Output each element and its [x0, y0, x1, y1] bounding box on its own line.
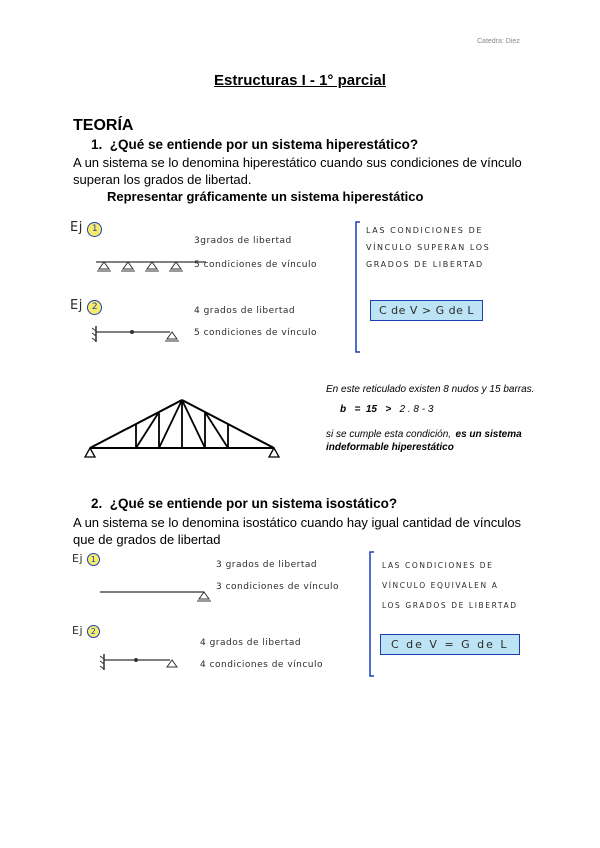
example-1-degrees: 3grados de libertad	[194, 236, 292, 246]
simple-beam-diagram	[100, 588, 212, 604]
iso-example-2-number: 2	[87, 625, 100, 638]
example-2-degrees: 4 grados de libertad	[194, 306, 296, 316]
iso-example-2-conditions: 4 condiciones de vínculo	[200, 660, 324, 670]
propped-beam-diagram	[90, 326, 190, 346]
example-2-label: Ej 2	[70, 298, 102, 315]
iso-example-2-label: Ej 2	[72, 624, 100, 638]
example-1-conditions: 5 condiciones de vínculo	[194, 260, 318, 270]
catedra-label: Catedra: Diez	[477, 38, 520, 45]
answer-2-line2: que de grados de libertad	[73, 532, 221, 547]
truss-diagram	[84, 398, 296, 462]
truss-note-4: indeformable hiperestático	[326, 442, 454, 453]
answer-1-line2: superan los grados de libertad.	[73, 172, 252, 187]
truss-note-3: si se cumple esta condición, es un sistema	[326, 429, 522, 440]
iso-bracket-line	[368, 552, 376, 678]
bracket-line	[354, 222, 362, 354]
support-icon-2	[121, 262, 135, 271]
truss-equation: b = 15 > 2 . 8 - 3	[340, 404, 434, 415]
truss-support-right	[269, 448, 279, 457]
support-icon-1	[97, 262, 111, 271]
question-1	[91, 137, 418, 152]
hyperstatic-formula-box: C de V > G de L	[370, 300, 483, 321]
section-heading: TEORÍA	[73, 117, 134, 134]
answer-1-line1: A un sistema se lo denomina hiperestático cuando sus condiciones de vínculo	[73, 155, 522, 170]
example-1-label: Ej 1	[70, 220, 102, 237]
example-2-number: 2	[87, 300, 102, 315]
answer-2-line1: A un sistema se lo denomina isostático cuando hay igual cantidad de vínculos	[73, 515, 522, 530]
question-2-number: 2.	[91, 496, 103, 511]
document-title: Estructuras I - 1° parcial	[214, 72, 386, 89]
example-2-conditions: 5 condiciones de vínculo	[194, 328, 318, 338]
isostatic-formula-box: C de V = G de L	[380, 634, 520, 655]
answer-1	[73, 154, 522, 188]
support-icon-4	[169, 262, 183, 271]
subquestion-1: Representar gráficamente un sistema hiperestático	[107, 189, 424, 204]
hyperstatic-rule-text: LAS CONDICIONES DE VÍNCULO SUPERAN LOS GRADOS DE LIBERTAD	[366, 226, 491, 269]
isostatic-sketch	[70, 550, 540, 680]
answer-2	[73, 514, 521, 548]
question-1-number: 1.	[91, 137, 103, 152]
hyperstatic-sketch	[70, 218, 530, 358]
iso-example-2-degrees: 4 grados de libertad	[200, 638, 302, 648]
iso-example-1-degrees: 3 grados de libertad	[216, 560, 318, 570]
truss-note-1: En este reticulado existen 8 nudos y 15 barras.	[326, 384, 535, 395]
question-1-text: ¿Qué se entiende por un sistema hiperestático?	[109, 137, 419, 152]
iso-example-1-number: 1	[87, 553, 100, 566]
iso-example-1-conditions: 3 condiciones de vínculo	[216, 582, 340, 592]
truss-support-left	[85, 448, 95, 457]
question-2-text: ¿Qué se entiende por un sistema isostático?	[109, 496, 398, 511]
question-2	[91, 496, 397, 511]
support-icon-3	[145, 262, 159, 271]
cantilever-beam-diagram	[100, 654, 180, 672]
example-1-number: 1	[87, 222, 102, 237]
truss-notes	[326, 384, 566, 453]
isostatic-rule-text: LAS CONDICIONES DE VÍNCULO EQUIVALEN A LOS GRADOS DE LIBERTAD	[382, 561, 518, 610]
iso-example-1-label: Ej 1	[72, 552, 100, 566]
